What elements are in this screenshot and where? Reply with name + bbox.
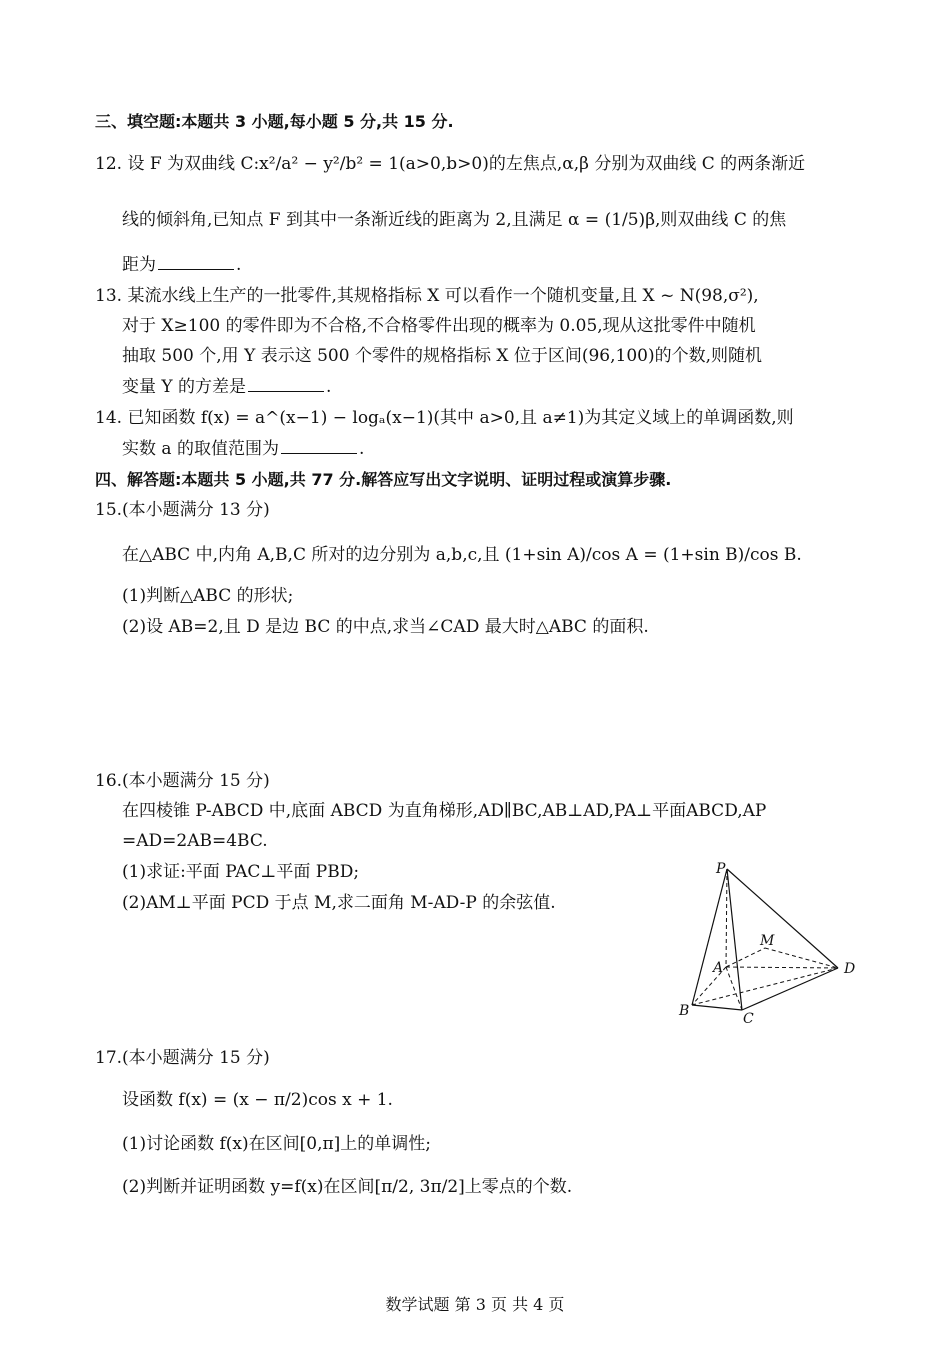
q16-line-1: 在四棱锥 P-ABCD 中,底面 ABCD 为直角梯形,AD∥BC,AB⊥AD,PA⊥平面ABCD,AP xyxy=(122,801,767,821)
section-4-header: 四、解答题:本题共 5 小题,共 77 分.解答应写出文字说明、证明过程或演算步骤. xyxy=(95,470,672,489)
label-C: C xyxy=(743,1011,754,1027)
q16-line-2: =AD=2AB=4BC. xyxy=(122,831,268,851)
q13-line-3: 抽取 500 个,用 Y 表示这 500 个零件的规格指标 X 位于区间(96,100)的个数,则随机 xyxy=(122,346,763,366)
q17-part-2: (2)判断并证明函数 y=f(x)在区间[π/2, 3π/2]上零点的个数. xyxy=(122,1177,573,1197)
q15-stem: 在△ABC 中,内角 A,B,C 所对的边分别为 a,b,c,且 (1+sin A)/cos A = (1+sin B)/cos B. xyxy=(122,545,802,565)
q17-title: 17.(本小题满分 15 分) xyxy=(95,1048,270,1068)
section-3-header: 三、填空题:本题共 3 小题,每小题 5 分,共 15 分. xyxy=(95,112,454,131)
label-A: A xyxy=(713,960,724,976)
q13-answer-blank xyxy=(248,377,324,392)
q14-answer-blank xyxy=(281,439,357,454)
q17-part-1: (1)讨论函数 f(x)在区间[0,π]上的单调性; xyxy=(122,1134,432,1154)
q12-line-3: 距为 . xyxy=(122,255,242,275)
q15-part-2: (2)设 AB=2,且 D 是边 BC 的中点,求当∠CAD 最大时△ABC 的面积. xyxy=(122,617,649,637)
q13-line-1: 13. 某流水线上生产的一批零件,其规格指标 X 可以看作一个随机变量,且 X ~ N(98,σ²), xyxy=(95,286,759,306)
q12-line-2: 线的倾斜角,已知点 F 到其中一条渐近线的距离为 2,且满足 α = (1/5)β,则双曲线 C 的焦 xyxy=(122,210,787,230)
label-P: P xyxy=(716,861,726,877)
q17-stem: 设函数 f(x) = (x − π/2)cos x + 1. xyxy=(122,1090,393,1110)
q13-line-2: 对于 X≥100 的零件即为不合格,不合格零件出现的概率为 0.05,现从这批零件中随机 xyxy=(122,316,756,336)
q14-text: 实数 a 的取值范围为 xyxy=(122,439,279,459)
q12-line-1: 12. 设 F 为双曲线 C:x²/a² − y²/b² = 1(a>0,b>0)的左焦点,α,β 分别为双曲线 C 的两条渐近 xyxy=(95,154,806,174)
q13-text: 变量 Y 的方差是 xyxy=(122,377,247,397)
q16-part-2: (2)AM⊥平面 PCD 于点 M,求二面角 M-AD-P 的余弦值. xyxy=(122,893,556,913)
q15-title: 15.(本小题满分 13 分) xyxy=(95,500,270,520)
q13-line-4: 变量 Y 的方差是 . xyxy=(122,377,332,397)
label-D: D xyxy=(844,961,856,977)
label-M: M xyxy=(760,933,775,949)
q14-line-1: 14. 已知函数 f(x) = a^(x−1) − logₐ(x−1)(其中 a>0,且 a≠1)为其定义域上的单调函数,则 xyxy=(95,408,794,428)
q16-title: 16.(本小题满分 15 分) xyxy=(95,771,270,791)
label-B: B xyxy=(679,1003,690,1019)
q12-text: 距为 xyxy=(122,255,156,275)
pyramid-figure xyxy=(670,855,870,1035)
page-footer: 数学试题 第 3 页 共 4 页 xyxy=(385,1295,565,1314)
q12-answer-blank xyxy=(158,255,234,270)
q15-part-1: (1)判断△ABC 的形状; xyxy=(122,586,294,606)
q14-line-2: 实数 a 的取值范围为 . xyxy=(122,439,365,459)
q16-part-1: (1)求证:平面 PAC⊥平面 PBD; xyxy=(122,862,360,882)
